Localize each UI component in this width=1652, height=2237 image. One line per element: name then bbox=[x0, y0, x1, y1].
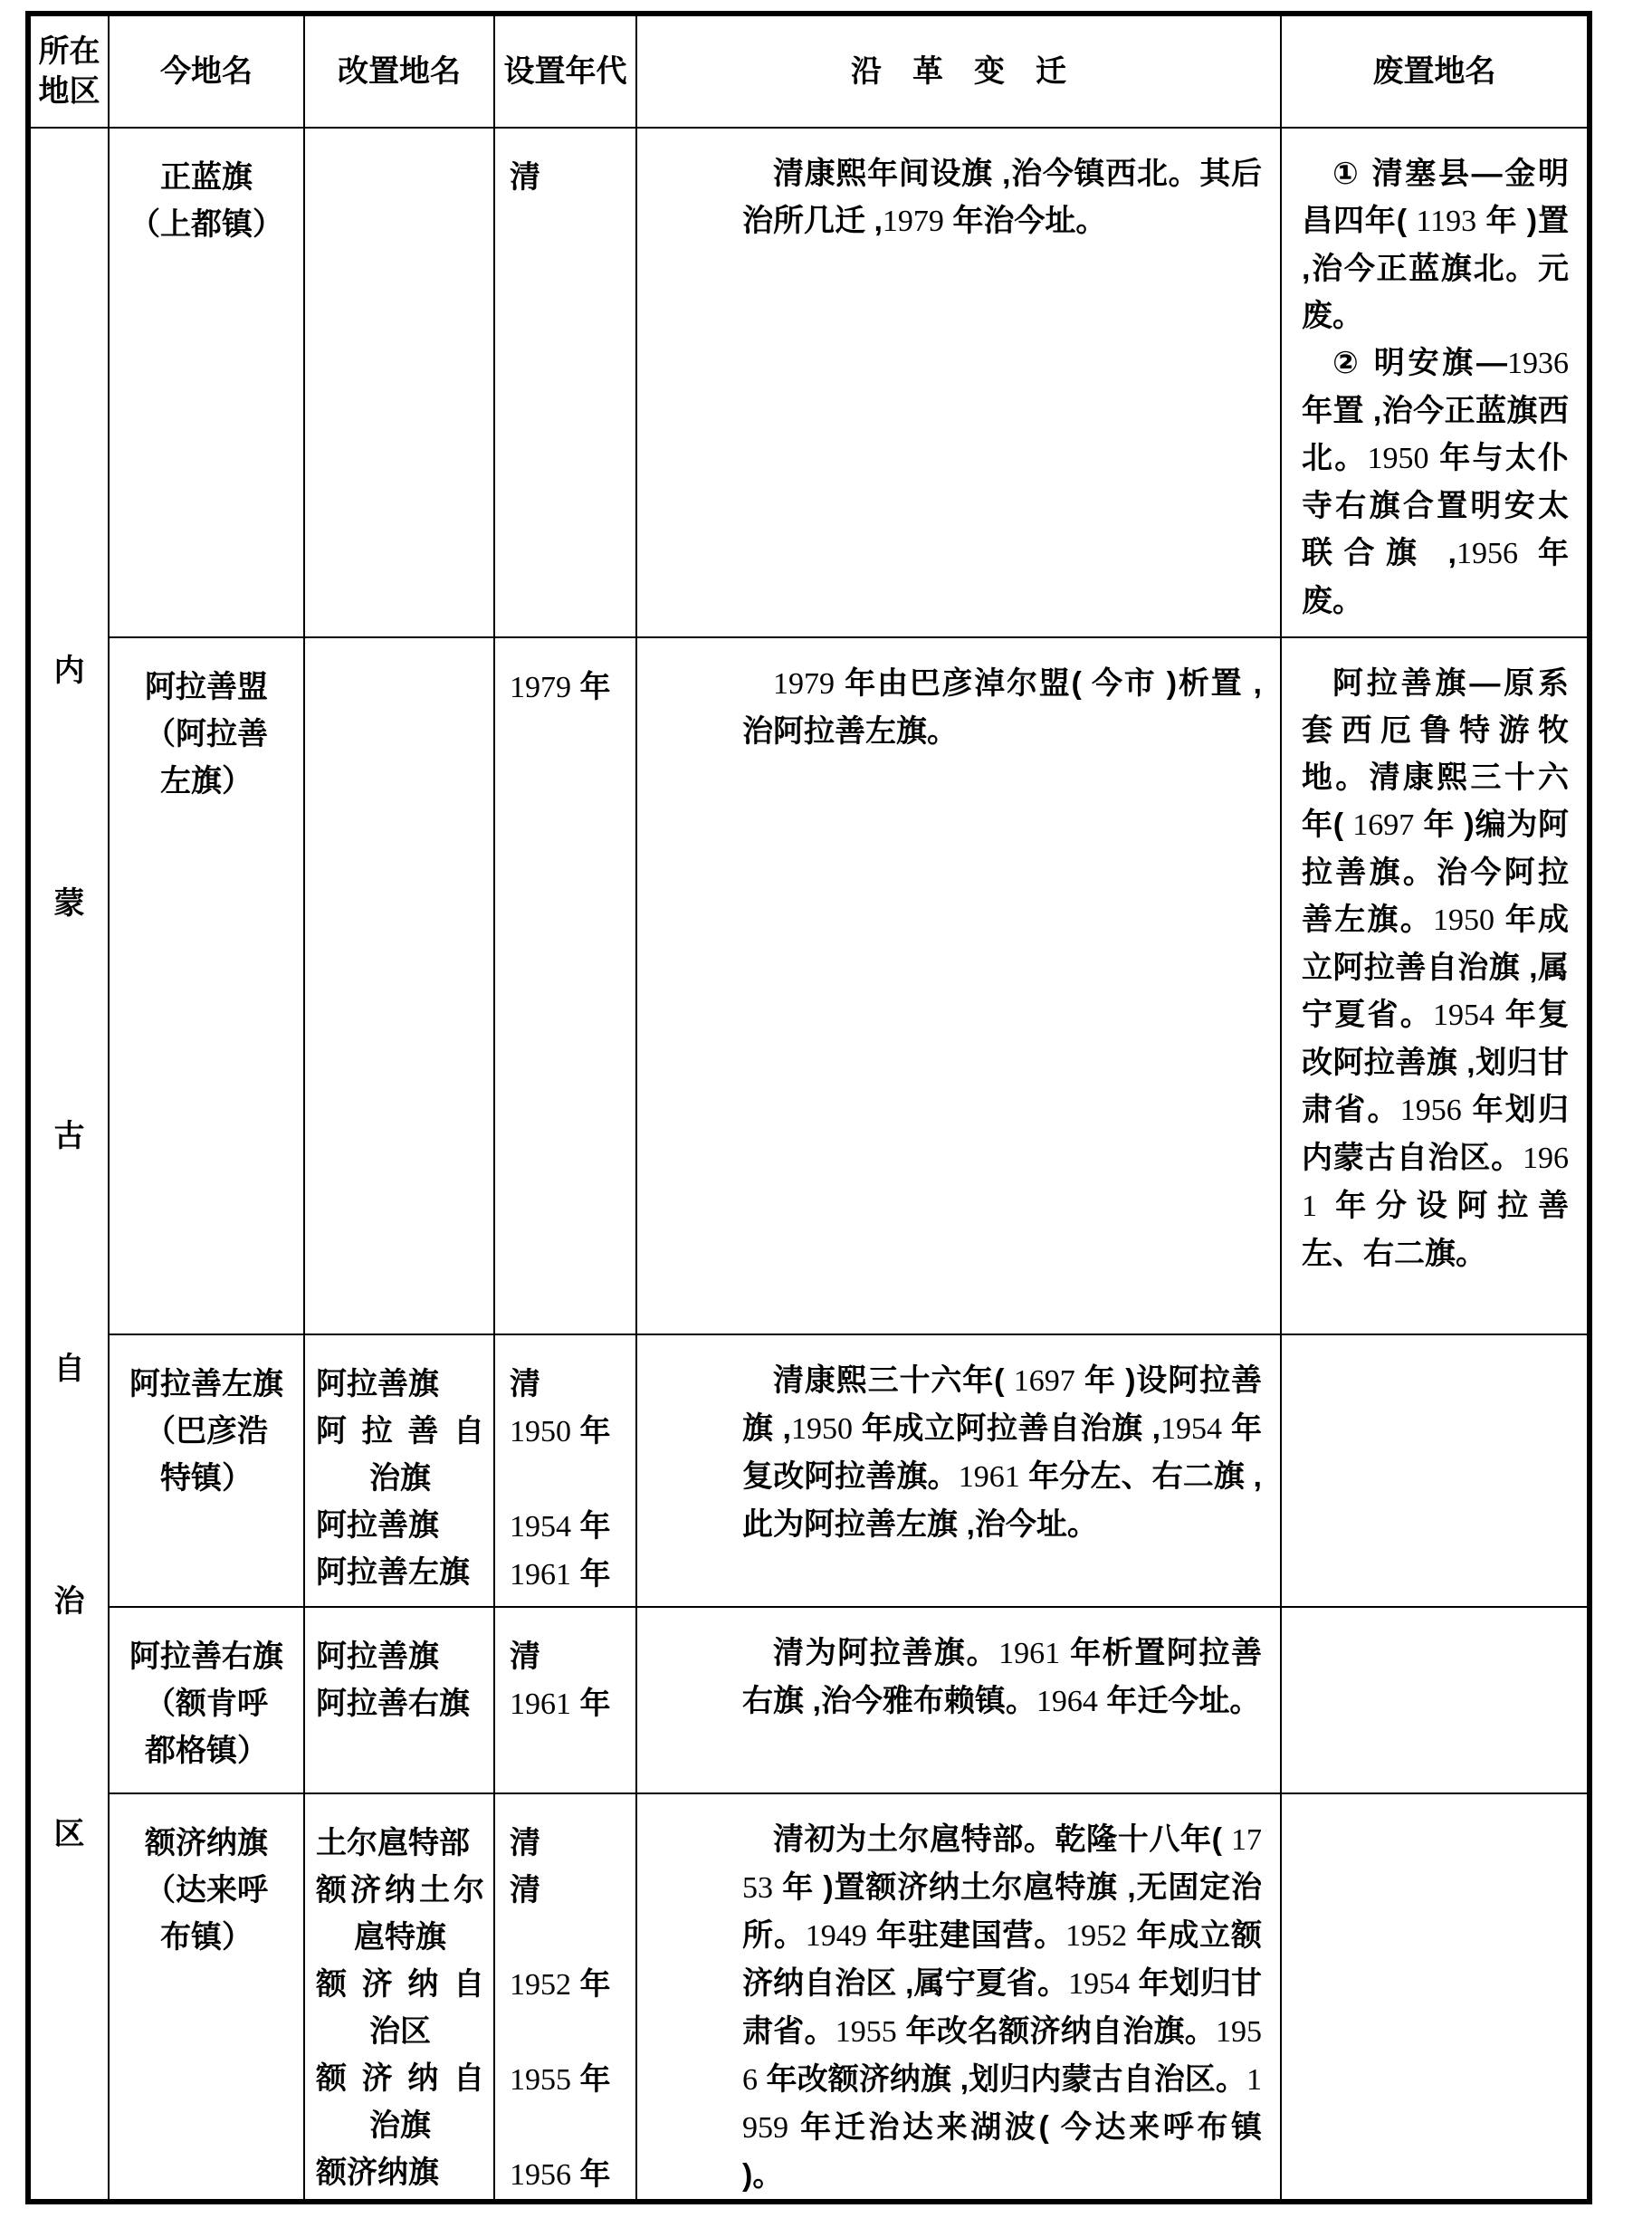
paragraph: 清初为土尔扈特部。乾隆十八年( 1753 年 )置额济纳土尔扈特旗 ,无固定治所。1949 年驻建国营。1952 年成立额济纳自治区 ,属宁夏省。1954 年划归甘肃省。1955 年改名额济纳自治旗。1956 年改额济纳旗 ,划归内蒙古自治区。1959 年迁治达来湖波( 今达来呼布镇 )。 bbox=[742, 1822, 1263, 2193]
text-line: 阿拉善旗 bbox=[316, 1367, 439, 1401]
year-cell bbox=[494, 1334, 636, 1607]
year-cell bbox=[494, 128, 636, 637]
text-line: 清 bbox=[510, 160, 540, 195]
region-char: 区 bbox=[53, 1817, 85, 1851]
text-line: 清 bbox=[510, 1640, 540, 1674]
text-line: 土尔扈特部 bbox=[316, 1826, 470, 1860]
name-cell bbox=[109, 128, 304, 637]
text-line: 阿拉善旗 bbox=[316, 1508, 439, 1543]
text-line bbox=[510, 2009, 632, 2056]
name-cell bbox=[109, 1793, 304, 2202]
name-cell bbox=[109, 1607, 304, 1793]
paragraph: 清康熙年间设旗 ,治今镇西北。其后治所几迁 ,1979 年治今址。 bbox=[742, 157, 1262, 238]
region-label-vertical bbox=[31, 129, 108, 1866]
table-row bbox=[28, 637, 1590, 1334]
text-line bbox=[510, 1456, 632, 1503]
paragraph: 清为阿拉善旗。1961 年析置阿拉善右旗 ,治今雅布赖镇。1964 年迁今址。 bbox=[742, 1636, 1263, 1718]
table-row bbox=[28, 1607, 1590, 1793]
text-line: 额济纳自 bbox=[316, 1967, 484, 2002]
abolished-cell bbox=[1281, 637, 1590, 1334]
text-line: 清 bbox=[510, 1367, 540, 1401]
year-cell bbox=[494, 1793, 636, 2202]
text-line: 阿拉善左旗 bbox=[316, 1555, 470, 1590]
region-char: 蒙 bbox=[53, 886, 85, 921]
text-line: 治区 bbox=[369, 2014, 431, 2049]
text-line: 治旗 bbox=[369, 2108, 431, 2143]
text-line: 阿拉善右旗 bbox=[129, 1640, 283, 1674]
header-year-established: 设置年代 bbox=[494, 14, 636, 128]
text-line: （达来呼 bbox=[145, 1873, 268, 1907]
text-line: （阿拉善 bbox=[145, 717, 268, 751]
header-current-name: 今地名 bbox=[109, 14, 304, 128]
renamed-cell bbox=[304, 637, 494, 1334]
renamed-cell bbox=[304, 1793, 494, 2202]
text-line: 1952 年 bbox=[510, 1967, 611, 2002]
paragraph: 阿拉善旗—原系套西厄鲁特游牧地。清康熙三十六年( 1697 年 )编为阿拉善旗。治今阿拉善左旗。1950 年成立阿拉善自治旗 ,属宁夏省。1954 年复改阿拉善旗 ,划归甘肃省。1956 年划归内蒙古自治区。1961 年分设阿拉善左、右二旗。 bbox=[1302, 666, 1570, 1271]
paragraph: ① 清塞县—金明昌四年( 1193 年 )置 ,治今正蓝旗北。元废。 bbox=[1302, 157, 1569, 333]
year-cell bbox=[494, 637, 636, 1334]
renamed-cell bbox=[304, 128, 494, 637]
table-row bbox=[28, 1793, 1590, 2202]
history-cell bbox=[636, 1607, 1281, 1793]
text-line bbox=[510, 2104, 632, 2151]
history-cell bbox=[636, 1334, 1281, 1607]
text-line: 特镇） bbox=[160, 1461, 253, 1496]
text-line: 都格镇） bbox=[145, 1734, 268, 1768]
header-row bbox=[28, 14, 1590, 128]
abolished-cell bbox=[1281, 128, 1590, 637]
text-line: 1961 年 bbox=[510, 1687, 611, 1721]
text-line: 1956 年 bbox=[510, 2157, 611, 2192]
text-line: 1955 年 bbox=[510, 2062, 611, 2097]
text-line: 额济纳旗 bbox=[145, 1826, 268, 1860]
table-row bbox=[28, 1334, 1590, 1607]
header-region: 所在地区 bbox=[28, 14, 109, 128]
text-line: 1950 年 bbox=[510, 1414, 611, 1448]
text-line: （巴彦浩 bbox=[145, 1414, 268, 1448]
text-line: 布镇） bbox=[160, 1920, 253, 1955]
abolished-cell bbox=[1281, 1607, 1590, 1793]
name-cell bbox=[109, 1334, 304, 1607]
region-cell bbox=[28, 128, 109, 2202]
text-line: 1961 年 bbox=[510, 1557, 611, 1592]
text-line: （上都镇） bbox=[129, 207, 283, 242]
header-renamed: 改置地名 bbox=[304, 14, 494, 128]
text-line: 左旗） bbox=[160, 764, 253, 798]
text-line: 额济纳自 bbox=[316, 2061, 484, 2096]
text-line: 阿拉善右旗 bbox=[316, 1687, 470, 1721]
history-cell bbox=[636, 1793, 1281, 2202]
year-cell bbox=[494, 1607, 636, 1793]
text-line: 额济纳土尔 bbox=[316, 1873, 484, 1907]
table-row bbox=[28, 128, 1590, 637]
text-line: 阿拉善盟 bbox=[145, 670, 268, 704]
text-line: 额济纳旗 bbox=[316, 2156, 439, 2190]
text-line: 清 bbox=[510, 1826, 540, 1860]
paragraph: ② 明安旗—1936 年置 ,治今正蓝旗西北。1950 年与太仆寺右旗合置明安太联合旗 ,1956 年废。 bbox=[1302, 346, 1569, 618]
abolished-cell bbox=[1281, 1334, 1590, 1607]
renamed-cell bbox=[304, 1607, 494, 1793]
header-history: 沿 革 变 迁 bbox=[636, 14, 1281, 128]
region-char: 内 bbox=[53, 654, 85, 688]
document-page bbox=[25, 11, 1592, 2204]
text-line: 阿拉善自 bbox=[316, 1414, 484, 1448]
place-name-history-table bbox=[25, 11, 1592, 2204]
text-line: 扈特旗 bbox=[354, 1920, 446, 1955]
abolished-cell bbox=[1281, 1793, 1590, 2202]
paragraph: 1979 年由巴彦淖尔盟( 今市 )析置 ,治阿拉善左旗。 bbox=[742, 666, 1262, 749]
text-line: 1954 年 bbox=[510, 1509, 611, 1544]
text-line: 治旗 bbox=[369, 1461, 431, 1496]
region-char: 自 bbox=[53, 1352, 85, 1386]
renamed-cell bbox=[304, 1334, 494, 1607]
text-line: 清 bbox=[510, 1873, 540, 1907]
text-line: 正蓝旗 bbox=[160, 160, 253, 195]
text-line: 阿拉善旗 bbox=[316, 1640, 439, 1674]
text-line: （额肯呼 bbox=[145, 1687, 268, 1721]
text-line: 1979 年 bbox=[510, 670, 611, 704]
region-char: 古 bbox=[53, 1119, 85, 1153]
name-cell bbox=[109, 637, 304, 1334]
text-line: 阿拉善左旗 bbox=[129, 1367, 283, 1401]
paragraph: 清康熙三十六年( 1697 年 )设阿拉善旗 ,1950 年成立阿拉善自治旗 ,1954 年复改阿拉善旗。1961 年分左、右二旗 ,此为阿拉善左旗 ,治今址。 bbox=[742, 1363, 1263, 1542]
header-abolished-names: 废置地名 bbox=[1281, 14, 1590, 128]
region-char: 治 bbox=[53, 1584, 85, 1619]
history-cell bbox=[636, 128, 1281, 637]
text-line bbox=[510, 1914, 632, 1961]
history-cell bbox=[636, 637, 1281, 1334]
